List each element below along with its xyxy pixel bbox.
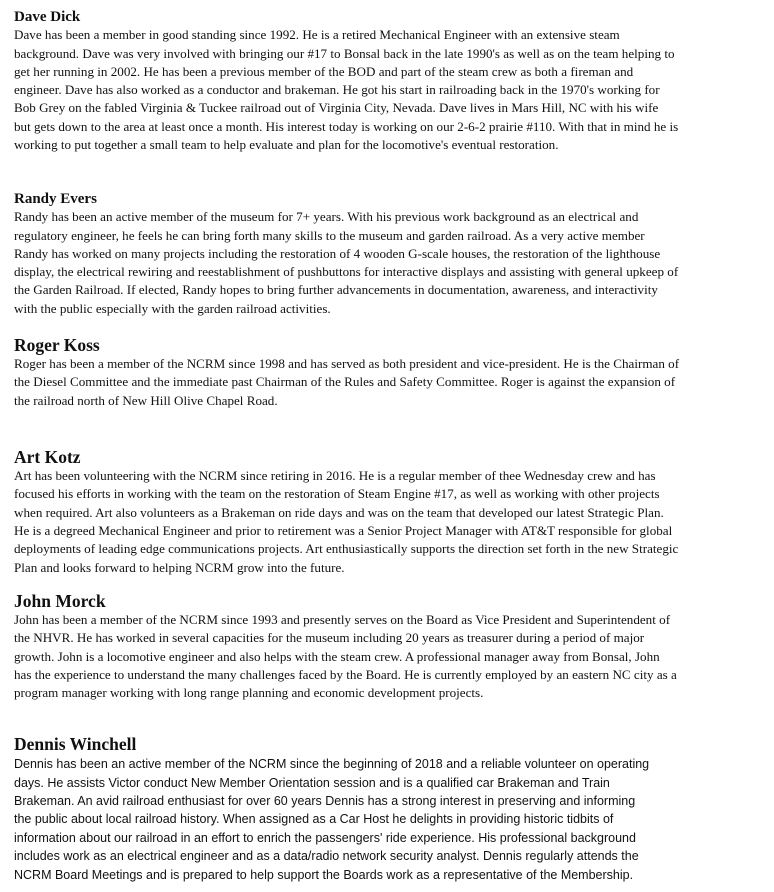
bio-text: Dennis has been an active member of the NCRM since the beginning of 2018 and a reliable volunteer on operating days. He assists Victor conduct New Member Orientation session and is a qualified car Brakeman and Train Brakeman. An avid railroad enthusiast for over 60 years Dennis has a strong interest in preserving and informing the public about local railroad history. When assigned as a Car Host he delights in providing historic tidbits of information about our railroad in an effort to enrich the passengers' ride experience. His professional background includes work as an electrical engineer and as a data/radio network security analyst. Dennis regularly attends the NCRM Board Meetings and is prepared to help support the Boards work as a representative of the Membership. xyxy=(14,757,650,882)
bio-dennis-winchell xyxy=(14,734,766,884)
bio-text: Roger has been a member of the NCRM since 1998 and has served as both president and vice-president. He is the Chairman of the Diesel Committee and the immediate past Chairman of the Rules and Safety Committee. Roger is against the expansion of the railroad north of New Hill Olive Chapel Road. xyxy=(14,356,680,408)
bio-name: Dennis Winchell xyxy=(14,734,137,754)
bio-roger-koss xyxy=(14,335,766,410)
bio-name: Dave Dick xyxy=(14,9,81,25)
bio-text: John has been a member of the NCRM since 1993 and presently serves on the Board as Vice President and Superintendent of the NHVR. He has worked in several capacities for the museum including 20 years as treasurer during a period of major growth. John is a locomotive engineer and also helps with the steam crew. A professional manager away from Bonsal, John has the experience to understand the many challenges faced by the Board. He is currently employed by an eastern NC city as a program manager working with long range planning and economic development projects. xyxy=(14,612,677,701)
bio-text: Randy has been an active member of the museum for 7+ years. With his previous work background as an electrical and regulatory engineer, he feels he can bring forth many skills to the museum and garden railroad. As a very active member Randy has worked on many projects including the restoration of 4 wooden G-scale houses, the restoration of the lighthouse display, the electrical rewiring and reestablishment of pushbuttons for interactive displays and assisting with general upkeep of the Garden Railroad. If elected, Randy hopes to bring further advancements in documentation, awareness, and interactivity with the public especially with the garden railroad activities. xyxy=(14,209,679,316)
bio-randy-evers xyxy=(14,191,766,318)
bio-text: Art has been volunteering with the NCRM since retiring in 2016. He is a regular member of thee Wednesday crew and has focused his efforts in working with the team on the restoration of Steam Engine #17, as well as working with other projects when required. Art also volunteers as a Brakeman on ride days and was on the team that developed our latest Strategic Plan. He is a degreed Mechanical Engineer and prior to retirement was a Senior Project Manager with AT&T responsible for global deployments of leading edge communications projects. Art enthusiastically supports the direction set forth in the new Strategic Plan and looks forward to helping NCRM grow into the future. xyxy=(14,468,679,575)
bio-name: Randy Evers xyxy=(14,191,97,207)
bio-dave-dick xyxy=(14,9,766,154)
bio-name: Roger Koss xyxy=(14,335,100,355)
bio-name: John Morck xyxy=(14,591,106,611)
bio-art-kotz xyxy=(14,447,766,577)
bio-name: Art Kotz xyxy=(14,447,81,467)
bio-john-morck xyxy=(14,591,766,703)
bio-text: Dave has been a member in good standing since 1992. He is a retired Mechanical Engineer with an extensive steam background. Dave was very involved with bringing our #17 to Bonsal back in the late 1990's as well as on the team helping to get her running in 2002. He has been a previous member of the BOD and part of the steam crew as both a fireman and engineer. Dave has also worked as a conductor and brakeman. He got his start in railroading back in the 1970's working for Bob Grey on the fabled Virginia & Tuckee railroad out of Virginia City, Nevada. Dave lives in Mars Hill, NC with his wife but gets down to the area at least once a month. His interest today is working on our 2-6-2 prairie #110. With that in mind he is working to put together a small team to help evaluate and plan for the locomotive's eventual restoration. xyxy=(14,27,679,153)
